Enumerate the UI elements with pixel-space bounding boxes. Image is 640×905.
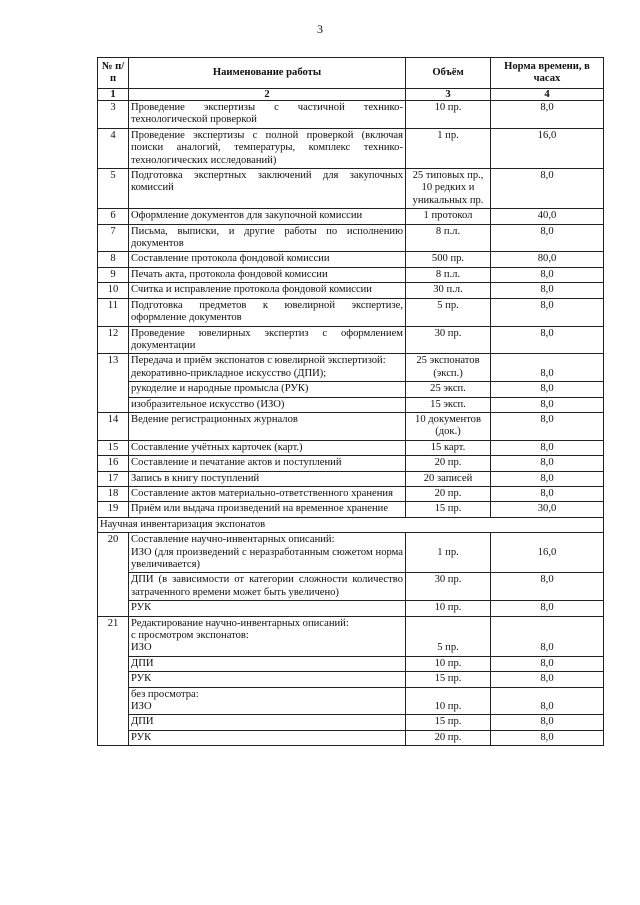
time-norm: 8,0 <box>491 656 604 671</box>
time-norm: 8,0 <box>491 471 604 486</box>
work-subitem: ИЗО <box>131 701 152 713</box>
column-index: 1 <box>98 89 129 101</box>
work-name-intro: Передача и приём экспонатов с ювелирной экспертизой: <box>131 355 386 367</box>
volume: 500 пр. <box>406 252 491 267</box>
work-name-subintro: без просмотра: <box>131 688 199 700</box>
time-norm: 8,0 <box>491 440 604 455</box>
row-number: 5 <box>98 169 129 209</box>
time-norm: 8,0 <box>491 354 604 382</box>
table-row <box>98 616 604 656</box>
time-norm: 8,0 <box>491 687 604 715</box>
time-norm: 8,0 <box>491 456 604 471</box>
work-norms-table <box>97 57 604 746</box>
table-row <box>98 440 604 455</box>
table-row <box>98 486 604 501</box>
table-row <box>98 502 604 517</box>
column-index: 3 <box>406 89 491 101</box>
table-row <box>98 267 604 282</box>
volume: 1 пр. <box>406 128 491 168</box>
row-number: 17 <box>98 471 129 486</box>
work-subitem: декоративно-прикладное искусство (ДПИ); <box>131 367 327 379</box>
work-name-subintro: с просмотром экспонатов: <box>131 630 249 642</box>
row-number: 21 <box>98 616 129 746</box>
row-number: 19 <box>98 502 129 517</box>
table-row <box>98 672 604 687</box>
volume: 15 карт. <box>406 440 491 455</box>
row-number: 9 <box>98 267 129 282</box>
work-name <box>129 616 406 656</box>
time-norm: 8,0 <box>491 672 604 687</box>
volume: 5 пр. <box>406 298 491 326</box>
volume: 15 пр. <box>406 715 491 730</box>
volume: 10 документов (док.) <box>406 412 491 440</box>
volume: 10 пр. <box>406 101 491 129</box>
work-name: Проведение экспертизы с частичной технико-технологической проверкой <box>129 101 406 129</box>
row-number: 4 <box>98 128 129 168</box>
row-number: 7 <box>98 224 129 252</box>
volume: 10 пр. <box>406 601 491 616</box>
section-row <box>98 517 604 532</box>
time-norm: 8,0 <box>491 267 604 282</box>
time-norm: 8,0 <box>491 573 604 601</box>
work-subitem: ДПИ <box>129 656 406 671</box>
work-name: Письма, выписки, и другие работы по исполнению документов <box>129 224 406 252</box>
row-number: 8 <box>98 252 129 267</box>
work-name-intro: Составление научно-инвентарных описаний: <box>131 534 335 546</box>
work-name <box>129 687 406 715</box>
work-subitem: изобразительное искусство (ИЗО) <box>129 397 406 412</box>
table-row <box>98 730 604 745</box>
time-norm: 80,0 <box>491 252 604 267</box>
time-norm: 8,0 <box>491 298 604 326</box>
volume: 5 пр. <box>406 616 491 656</box>
time-norm: 8,0 <box>491 601 604 616</box>
row-number: 13 <box>98 354 129 413</box>
time-norm: 8,0 <box>491 326 604 354</box>
table-row <box>98 169 604 209</box>
table-row <box>98 283 604 298</box>
table-row <box>98 224 604 252</box>
column-index-row <box>98 89 604 101</box>
work-subitem: РУК <box>129 601 406 616</box>
row-number: 14 <box>98 412 129 440</box>
volume: 25 эксп. <box>406 382 491 397</box>
time-norm: 8,0 <box>491 412 604 440</box>
volume: 20 пр. <box>406 456 491 471</box>
work-name-intro: Редактирование научно-инвентарных описаний: <box>131 617 349 629</box>
table-row <box>98 533 604 573</box>
table-row <box>98 687 604 715</box>
volume: 10 пр. <box>406 687 491 715</box>
work-name: Подготовка экспертных заключений для закупочных комиссий <box>129 169 406 209</box>
row-number: 18 <box>98 486 129 501</box>
time-norm: 30,0 <box>491 502 604 517</box>
work-name: Составление учётных карточек (карт.) <box>129 440 406 455</box>
time-norm: 16,0 <box>491 533 604 573</box>
header-volume: Объём <box>406 58 491 89</box>
row-number: 6 <box>98 209 129 224</box>
header-row <box>98 58 604 89</box>
work-name: Составление актов материально-ответственного хранения <box>129 486 406 501</box>
table-row <box>98 397 604 412</box>
work-name: Составление протокола фондовой комиссии <box>129 252 406 267</box>
work-name: Приём или выдача произведений на временное хранение <box>129 502 406 517</box>
table-row <box>98 252 604 267</box>
table-row <box>98 573 604 601</box>
volume: 25 типовых пр., 10 редких и уникальных пр. <box>406 169 491 209</box>
time-norm: 40,0 <box>491 209 604 224</box>
row-number: 16 <box>98 456 129 471</box>
column-index: 4 <box>491 89 604 101</box>
volume: 1 пр. <box>406 533 491 573</box>
column-index: 2 <box>129 89 406 101</box>
page-number: 3 <box>317 22 323 36</box>
section-title: Научная инвентаризация экспонатов <box>98 517 604 532</box>
work-name: Ведение регистрационных журналов <box>129 412 406 440</box>
time-norm: 8,0 <box>491 397 604 412</box>
time-norm: 8,0 <box>491 101 604 129</box>
volume: 30 пр. <box>406 573 491 601</box>
table-row <box>98 209 604 224</box>
table-row <box>98 715 604 730</box>
volume: 15 эксп. <box>406 397 491 412</box>
work-name: Запись в книгу поступлений <box>129 471 406 486</box>
table-row <box>98 656 604 671</box>
time-norm: 8,0 <box>491 283 604 298</box>
volume: 20 пр. <box>406 730 491 745</box>
work-subitem: ДПИ <box>129 715 406 730</box>
work-subitem: РУК <box>129 672 406 687</box>
table-row <box>98 101 604 129</box>
table-row <box>98 412 604 440</box>
work-subitem: ДПИ (в зависимости от категории сложности количество затраченного времени может быть увеличено) <box>129 573 406 601</box>
work-name: Оформление документов для закупочной комиссии <box>129 209 406 224</box>
work-name <box>129 533 406 573</box>
row-number: 12 <box>98 326 129 354</box>
work-name: Проведение экспертизы с полной проверкой (включая поиски аналогий, температуры, комплекс технико-технологических исследований) <box>129 128 406 168</box>
table-row <box>98 601 604 616</box>
time-norm: 8,0 <box>491 169 604 209</box>
table-row <box>98 382 604 397</box>
volume: 1 протокол <box>406 209 491 224</box>
header-work-name: Наименование работы <box>129 58 406 89</box>
volume: 30 п.л. <box>406 283 491 298</box>
table-row <box>98 354 604 382</box>
row-number: 11 <box>98 298 129 326</box>
row-number: 15 <box>98 440 129 455</box>
work-subitem: рукоделие и народные промысла (РУК) <box>129 382 406 397</box>
table-row <box>98 128 604 168</box>
row-number: 10 <box>98 283 129 298</box>
table-row <box>98 298 604 326</box>
time-norm: 8,0 <box>491 486 604 501</box>
work-subitem: ИЗО <box>131 642 152 654</box>
work-name: Считка и исправление протокола фондовой комиссии <box>129 283 406 298</box>
time-norm: 8,0 <box>491 715 604 730</box>
work-name: Проведение ювелирных экспертиз с оформлением документации <box>129 326 406 354</box>
time-norm: 8,0 <box>491 616 604 656</box>
volume: 30 пр. <box>406 326 491 354</box>
table-row <box>98 326 604 354</box>
volume: 15 пр. <box>406 502 491 517</box>
row-number: 3 <box>98 101 129 129</box>
volume: 10 пр. <box>406 656 491 671</box>
work-name <box>129 354 406 382</box>
volume: 15 пр. <box>406 672 491 687</box>
work-name: Печать акта, протокола фондовой комиссии <box>129 267 406 282</box>
volume: 20 пр. <box>406 486 491 501</box>
time-norm: 8,0 <box>491 730 604 745</box>
work-name: Подготовка предметов к ювелирной экспертизе, оформление документов <box>129 298 406 326</box>
time-norm: 8,0 <box>491 382 604 397</box>
work-name: Составление и печатание актов и поступлений <box>129 456 406 471</box>
row-number: 20 <box>98 533 129 616</box>
work-subitem: РУК <box>129 730 406 745</box>
table-row <box>98 471 604 486</box>
volume: 20 записей <box>406 471 491 486</box>
volume: 25 экспонатов (эксп.) <box>406 354 491 382</box>
work-subitem: ИЗО (для произведений с неразработанным сюжетом норма увеличивается) <box>131 546 403 570</box>
volume: 8 п.л. <box>406 224 491 252</box>
header-number: № п/п <box>98 58 129 89</box>
header-time-norm: Норма времени, в часах <box>491 58 604 89</box>
time-norm: 16,0 <box>491 128 604 168</box>
volume: 8 п.л. <box>406 267 491 282</box>
table-row <box>98 456 604 471</box>
time-norm: 8,0 <box>491 224 604 252</box>
